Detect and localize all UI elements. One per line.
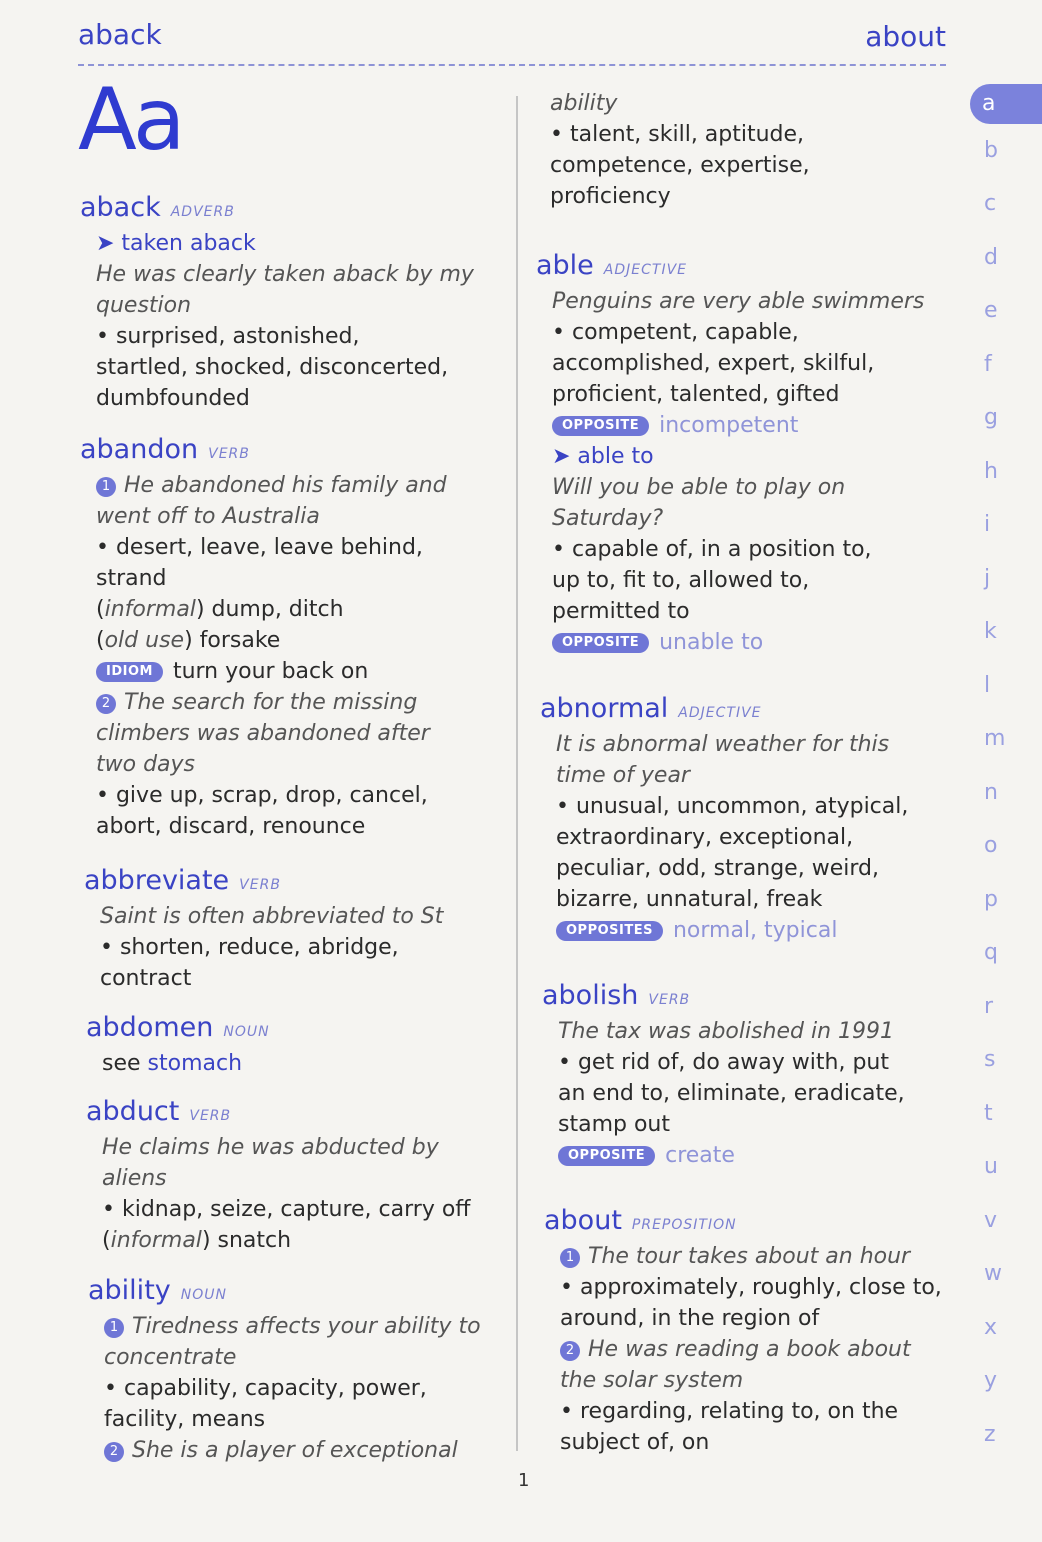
register-label: old use bbox=[104, 628, 185, 653]
headword[interactable]: ability bbox=[88, 1275, 171, 1306]
example-line: went off to Australia bbox=[96, 504, 320, 529]
synonym-words: forsake bbox=[199, 628, 281, 653]
synonym-line: competence, expertise, bbox=[550, 153, 810, 178]
example-line: concentrate bbox=[104, 1345, 237, 1370]
synonym-line: proficiency bbox=[550, 184, 671, 209]
synonym-line: contract bbox=[100, 966, 192, 991]
index-tab-i[interactable]: i bbox=[984, 512, 991, 537]
letter-heading: Aa bbox=[78, 70, 182, 170]
opposite-badge: OPPOSITE bbox=[558, 1146, 655, 1166]
example-line: He was clearly taken aback by my bbox=[96, 262, 474, 287]
synonym-line: • capability, capacity, power, bbox=[104, 1376, 427, 1401]
index-tab-t[interactable]: t bbox=[984, 1100, 993, 1126]
index-tab-x[interactable]: x bbox=[984, 1314, 998, 1340]
guide-word-left: aback bbox=[78, 18, 162, 51]
part-of-speech: VERB bbox=[208, 446, 250, 462]
entry-about bbox=[544, 1205, 942, 1458]
index-tab-u[interactable]: u bbox=[984, 1154, 998, 1179]
opposite-value[interactable]: create bbox=[665, 1143, 735, 1168]
index-tab-q[interactable]: q bbox=[984, 940, 998, 965]
sense-number-2: 2 bbox=[96, 694, 116, 714]
index-tab-o[interactable]: o bbox=[984, 833, 998, 858]
synonym-line: • regarding, relating to, on the bbox=[560, 1399, 899, 1424]
synonym-line: • competent, capable, bbox=[552, 320, 799, 345]
index-tab-n[interactable]: n bbox=[984, 779, 998, 805]
synonym-line: around, in the region of bbox=[560, 1306, 820, 1331]
opposite-value[interactable]: unable to bbox=[659, 630, 764, 655]
entry-abduct: abduct VERB He claims he was abducted by aliens • kidnap, seize, capture, carry off (informal) snatch bbox=[86, 1096, 471, 1253]
opposite-value[interactable]: incompetent bbox=[659, 413, 799, 438]
synonym-line: permitted to bbox=[552, 599, 690, 624]
synonym-line: facility, means bbox=[104, 1407, 266, 1432]
example-line: aliens bbox=[102, 1166, 167, 1191]
register-label: informal bbox=[104, 597, 196, 622]
example-line: Will you be able to play on bbox=[552, 475, 846, 500]
headword[interactable]: abnormal bbox=[540, 693, 669, 724]
synonym-line: • get rid of, do away with, put bbox=[558, 1050, 889, 1075]
headword[interactable]: abolish bbox=[542, 980, 639, 1011]
sense-number-2: 2 bbox=[104, 1442, 124, 1462]
opposite-value[interactable]: normal, typical bbox=[672, 918, 838, 943]
synonym-line: startled, shocked, disconcerted, bbox=[96, 355, 449, 380]
example-line: ability bbox=[550, 91, 618, 116]
entry-able bbox=[536, 250, 924, 658]
synonym-line: proficient, talented, gifted bbox=[552, 382, 840, 407]
example-line: He abandoned his family and bbox=[124, 473, 447, 498]
register-label: informal bbox=[110, 1228, 202, 1253]
example-line: two days bbox=[96, 752, 195, 777]
synonym-words: snatch bbox=[217, 1228, 292, 1253]
synonym-line: strand bbox=[96, 566, 167, 591]
synonym-line: stamp out bbox=[558, 1112, 670, 1137]
example-line: He was reading a book about bbox=[588, 1337, 911, 1362]
index-tab-j[interactable]: j bbox=[984, 565, 991, 591]
part-of-speech: VERB bbox=[239, 877, 281, 893]
opposites-badge: OPPOSITES bbox=[556, 921, 663, 941]
entry-abandon: abandon VERB 1 He abandoned his family and went off to Australia • desert, leave, leave behind, strand (informal) dump, ditch (old use) forsake IDIOM turn your back on 2 The search for the missing climbers was abandoned after two days • give up, scrap, drop, cancel, abort, discard, renounce bbox=[80, 434, 447, 842]
index-tab-f[interactable]: f bbox=[984, 351, 992, 377]
part-of-speech: NOUN bbox=[223, 1024, 270, 1040]
synonym-line: bizarre, unnatural, freak bbox=[556, 887, 823, 912]
example-line: Tiredness affects your ability to bbox=[132, 1314, 481, 1339]
synonym-line: extraordinary, exceptional, bbox=[556, 825, 854, 850]
headword[interactable]: aback bbox=[80, 192, 161, 223]
header-rule bbox=[78, 64, 946, 66]
phrase: ➤ taken aback bbox=[96, 231, 256, 256]
index-tab-d[interactable]: d bbox=[984, 244, 998, 270]
synonym-line: • capable of, in a position to, bbox=[552, 537, 872, 562]
entry-abnormal bbox=[540, 693, 908, 946]
synonym-line: subject of, on bbox=[560, 1430, 710, 1455]
synonym-line: peculiar, odd, strange, weird, bbox=[556, 856, 879, 881]
example-line: question bbox=[96, 293, 192, 318]
index-tab-c[interactable]: c bbox=[984, 191, 997, 216]
example-line: Saturday? bbox=[552, 506, 664, 531]
sense-number-1: 1 bbox=[96, 477, 116, 497]
entry-aback bbox=[80, 192, 474, 414]
cross-reference-link[interactable]: stomach bbox=[147, 1051, 243, 1076]
index-tab-s[interactable]: s bbox=[984, 1047, 996, 1072]
sense-number-1: 1 bbox=[104, 1318, 124, 1338]
synonym-line: • talent, skill, aptitude, bbox=[550, 122, 805, 147]
example-line: She is a player of exceptional bbox=[132, 1438, 458, 1463]
part-of-speech: ADJECTIVE bbox=[603, 262, 688, 278]
synonym-line: accomplished, expert, skilful, bbox=[552, 351, 875, 376]
part-of-speech: VERB bbox=[648, 992, 691, 1008]
index-tab-e[interactable]: e bbox=[984, 298, 998, 323]
entry-abbreviate bbox=[84, 865, 443, 994]
sense-number-1: 1 bbox=[560, 1248, 580, 1268]
example-line: The tour takes about an hour bbox=[588, 1244, 911, 1269]
index-tab-p[interactable]: p bbox=[984, 886, 998, 912]
example-line: climbers was abandoned after bbox=[96, 721, 430, 746]
part-of-speech: PREPOSITION bbox=[631, 1217, 737, 1233]
index-tab-y[interactable]: y bbox=[984, 1368, 998, 1393]
entry-ability bbox=[88, 1275, 481, 1466]
headword[interactable]: abbreviate bbox=[84, 865, 230, 896]
index-tab-m[interactable]: m bbox=[984, 726, 1006, 751]
synonym-line: • approximately, roughly, close to, bbox=[560, 1275, 942, 1300]
example-line: the solar system bbox=[560, 1368, 744, 1393]
synonym-line: • give up, scrap, drop, cancel, bbox=[96, 783, 428, 808]
index-tab-l[interactable]: l bbox=[984, 672, 991, 698]
synonym-line: • surprised, astonished, bbox=[96, 324, 360, 349]
sense-number-2: 2 bbox=[560, 1341, 580, 1361]
index-tab-r[interactable]: r bbox=[984, 993, 994, 1019]
synonym-line: abort, discard, renounce bbox=[96, 814, 366, 839]
guide-word-right: about bbox=[865, 20, 946, 53]
part-of-speech: VERB bbox=[189, 1108, 232, 1124]
synonym-line: dumbfounded bbox=[96, 386, 250, 411]
synonym-line: • desert, leave, leave behind, bbox=[96, 535, 423, 560]
index-tab-a[interactable]: a bbox=[970, 84, 1042, 124]
example-line: Penguins are very able swimmers bbox=[552, 289, 925, 314]
example-line: It is abnormal weather for this bbox=[556, 732, 890, 757]
synonym-line: • kidnap, seize, capture, carry off bbox=[102, 1197, 471, 1222]
see-label: see bbox=[102, 1051, 141, 1076]
index-tab-b[interactable]: b bbox=[984, 137, 998, 163]
entry-abolish bbox=[542, 980, 905, 1171]
index-tab-v[interactable]: v bbox=[984, 1207, 998, 1233]
page-number: 1 bbox=[518, 1470, 530, 1491]
part-of-speech: ADVERB bbox=[170, 204, 235, 220]
synonym-line: • unusual, uncommon, atypical, bbox=[556, 794, 909, 819]
synonym-line: an end to, eliminate, eradicate, bbox=[558, 1081, 905, 1106]
example-line: He claims he was abducted by bbox=[102, 1135, 439, 1160]
synonym-line: up to, fit to, allowed to, bbox=[552, 568, 810, 593]
part-of-speech: NOUN bbox=[180, 1287, 227, 1303]
synonym-words: dump, ditch bbox=[211, 597, 344, 622]
example-line: Saint is often abbreviated to St bbox=[100, 904, 444, 929]
headword[interactable]: about bbox=[544, 1205, 622, 1236]
headword[interactable]: able bbox=[536, 250, 594, 281]
index-tab-g[interactable]: g bbox=[984, 405, 998, 430]
part-of-speech: ADJECTIVE bbox=[678, 705, 762, 721]
opposite-badge: OPPOSITE bbox=[552, 633, 649, 653]
idiom-badge: IDIOM bbox=[96, 662, 163, 682]
idiom-text: turn your back on bbox=[172, 659, 369, 684]
phrase: ➤ able to bbox=[552, 444, 654, 469]
entry-ability-continued bbox=[550, 88, 810, 212]
entry-abdomen bbox=[86, 1012, 270, 1079]
synonym-line: • shorten, reduce, abridge, bbox=[100, 935, 399, 960]
headword[interactable]: abduct bbox=[86, 1096, 180, 1127]
index-tab-w[interactable]: w bbox=[984, 1261, 1002, 1286]
example-line: time of year bbox=[556, 763, 690, 788]
headword[interactable]: abdomen bbox=[86, 1012, 214, 1043]
opposite-badge: OPPOSITE bbox=[552, 416, 649, 436]
headword[interactable]: abandon bbox=[80, 434, 199, 465]
index-tab-h[interactable]: h bbox=[984, 458, 998, 484]
example-line: The search for the missing bbox=[124, 690, 418, 715]
index-tab-k[interactable]: k bbox=[984, 619, 997, 644]
index-tab-z[interactable]: z bbox=[984, 1421, 996, 1447]
column-divider bbox=[516, 96, 518, 1451]
example-line: The tax was abolished in 1991 bbox=[558, 1019, 895, 1044]
